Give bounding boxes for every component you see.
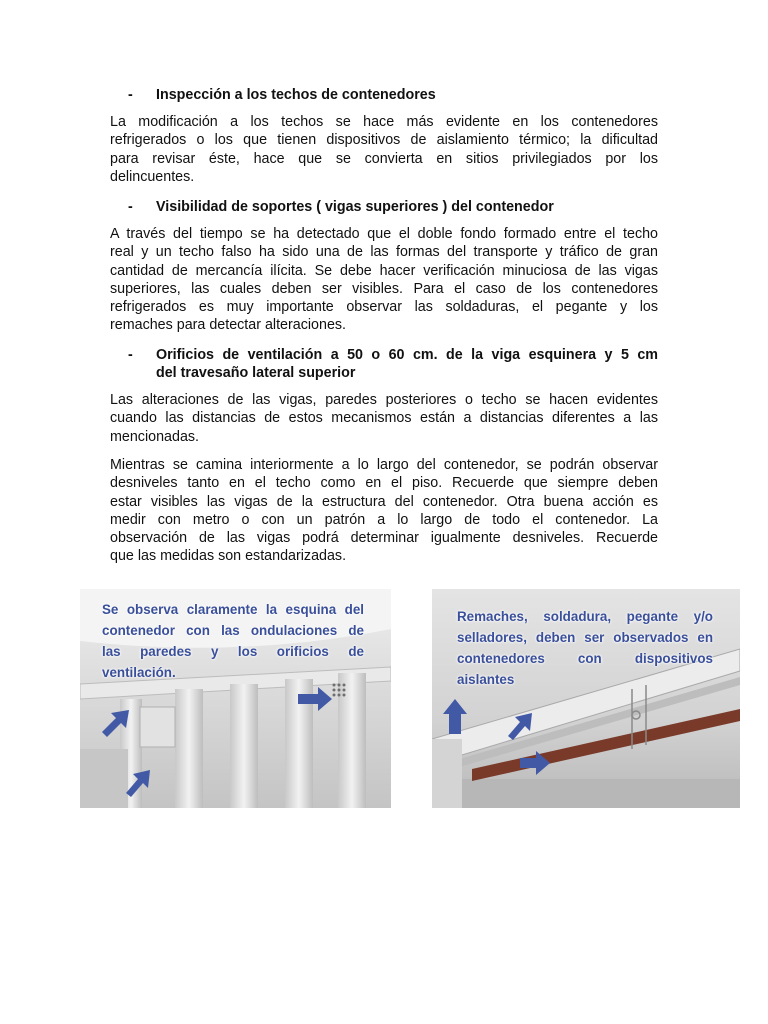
bullet-dash: - [128, 199, 133, 215]
text-line: estar visibles las vigas de la estructura del contenedor. Otra buena acción es [110, 493, 658, 510]
heading-text-line-1: Orificios de ventilación a 50 o 60 cm. de la viga esquinera y 5 cm [156, 347, 658, 363]
text-line: superiores, las cuales deben ser visibles. Para el caso de los contenedores [110, 280, 658, 297]
section-heading-ventilation-holes [128, 346, 658, 382]
paragraph-walkthrough [110, 456, 658, 566]
text-line: medir con metro o con un patrón a lo largo de todo el contenedor. La [110, 511, 658, 528]
caption-line: las paredes y los orificios de [102, 644, 364, 659]
text-line: Mientras se camina interiormente a lo largo del contenedor, se podrán observar [110, 457, 658, 473]
caption-line: selladores, deben ser observados en [457, 630, 713, 645]
text-line: que las medidas son estandarizadas. [110, 548, 347, 565]
text-line: cuando las distancias de estos mecanismos están a distancias diferentes a las [110, 410, 658, 427]
heading-text-line-2: del travesaño lateral superior [156, 365, 356, 381]
text-line: real y un techo falso ha sido una de las formas del transporte y tráfico de gran [110, 244, 658, 261]
caption-line: contenedores con dispositivos [457, 651, 713, 666]
bullet-dash: - [128, 87, 133, 103]
caption-line: contenedor con las ondulaciones de [102, 623, 364, 638]
text-line: delincuentes. [110, 168, 195, 185]
photo-container-corner [80, 589, 391, 808]
text-line: Las alteraciones de las vigas, paredes posteriores o techo se hacen evidentes [110, 392, 658, 408]
text-line: cantidad de mercancía ilícita. Se debe hacer verificación minuciosa de las vigas [110, 262, 658, 279]
photo-caption [102, 599, 364, 683]
photo-rivets-welds [432, 589, 740, 808]
paragraph-roof-modification [110, 113, 658, 186]
text-line: mencionadas. [110, 428, 200, 445]
ventilation-holes [333, 684, 346, 697]
text-line: A través del tiempo se ha detectado que el doble fondo formado entre el techo [110, 226, 658, 242]
text-line: desniveles tanto en el techo como en el piso. Recuerde que siempre deben [110, 475, 658, 492]
text-line: observación de las vigas podrá determinar igualmente desniveles. Recuerde [110, 530, 658, 547]
heading-text: Inspección a los techos de contenedores [156, 87, 436, 103]
caption-line: ventilación. [102, 665, 176, 680]
caption-line: Se observa claramente la esquina del [102, 602, 364, 617]
caption-line: aislantes [457, 672, 515, 687]
text-line: La modificación a los techos se hace más evidente en los contenedores [110, 114, 658, 130]
text-line: refrigerados es muy importante observar las soldaduras, el pegante y los [110, 299, 658, 316]
photo-caption [457, 606, 713, 690]
bullet-dash: - [128, 347, 133, 363]
paragraph-false-roof [110, 225, 658, 335]
heading-text: Visibilidad de soportes ( vigas superiores ) del contenedor [156, 199, 554, 215]
text-line: remaches para detectar alteraciones. [110, 317, 347, 334]
caption-line: Remaches, soldadura, pegante y/o [457, 609, 713, 624]
text-line: refrigerados o los que tienen dispositivos de aislamiento térmico; la dificultad [110, 132, 658, 149]
paragraph-alterations [110, 391, 658, 446]
text-line: para revisar éste, hace que se convierta en sitios privilegiados por los [110, 150, 658, 167]
